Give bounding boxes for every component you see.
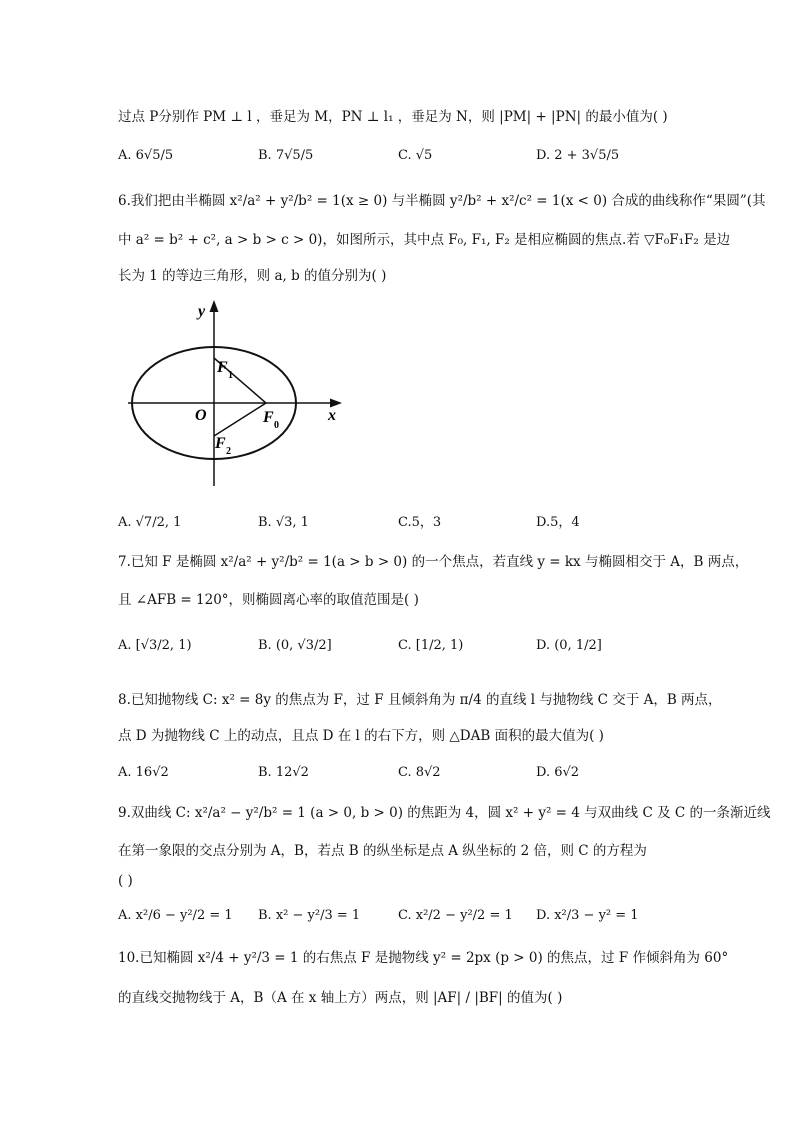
q7-option-c: C. [1/2, 1) (398, 638, 464, 653)
q5-option-c: C. √5 (398, 148, 433, 163)
q6-option-b: B. √3, 1 (258, 515, 309, 530)
q8-option-c: C. 8√2 (398, 765, 441, 780)
q9-option-a: A. x²/6 − y²/2 = 1 (118, 908, 233, 923)
q9-line-1: 9.双曲线 C: x²/a² − y²/b² = 1 (a > 0, b > 0) 的焦距为 4，圆 x² + y² = 4 与双曲线 C 及 C 的一条渐近线 (118, 805, 771, 821)
q7-option-a: A. [√3/2, 1) (118, 638, 192, 653)
q8-line-2: 点 D 为抛物线 C 上的动点，且点 D 在 l 的右下方，则 △DAB 面积的最大值为( ) (118, 728, 604, 744)
f1-label: F (217, 359, 228, 376)
q6-line-2: 中 a² = b² + c², a > b > c > 0)，如图所示，其中点 F₀, F₁, F₂ 是相应椭圆的焦点.若 ▽F₀F₁F₂ 是边 (118, 232, 731, 248)
q7-line-1: 7.已知 F 是椭圆 x²/a² + y²/b² = 1(a > b > 0) 的一个焦点，若直线 y = kx 与椭圆相交于 A，B 两点， (118, 554, 749, 570)
q8-option-b: B. 12√2 (258, 765, 309, 780)
q5-option-b: B. 7√5/5 (258, 148, 314, 163)
q6-line-3: 长为 1 的等边三角形，则 a, b 的值分别为( ) (118, 268, 387, 284)
f0-subscript: 0 (274, 420, 279, 431)
q9-line-2: 在第一象限的交点分别为 A，B，若点 B 的纵坐标是点 A 纵坐标的 2 倍，则 C 的方程为 (118, 843, 647, 859)
q6-option-d: D.5，4 (536, 515, 580, 530)
q8-line-1: 8.已知抛物线 C: x² = 8y 的焦点为 F，过 F 且倾斜角为 π/4 的直线 l 与抛物线 C 交于 A，B 两点， (118, 692, 722, 708)
f2-subscript: 2 (226, 446, 231, 457)
f0-label: F (263, 409, 274, 426)
q9-option-d: D. x²/3 − y² = 1 (536, 908, 639, 923)
q8-option-d: D. 6√2 (536, 765, 580, 780)
q6-line-1: 6.我们把由半椭圆 x²/a² + y²/b² = 1(x ≥ 0) 与半椭圆 y²/b² + x²/c² = 1(x < 0) 合成的曲线称作“果圆”(其 (118, 193, 766, 209)
q6-option-a: A. √7/2, 1 (118, 515, 182, 530)
y-axis-arrow (210, 300, 219, 312)
q5-option-a: A. 6√5/5 (118, 148, 174, 163)
f2-label: F (215, 435, 226, 452)
origin-label: O (195, 407, 207, 424)
q8-option-a: A. 16√2 (118, 765, 169, 780)
q7-option-b: B. (0, √3/2] (258, 638, 332, 653)
q10-line-2: 的直线交抛物线于 A，B（A 在 x 轴上方）两点，则 |AF| / |BF| 的值为( ) (118, 990, 563, 1006)
f1-subscript: 1 (228, 370, 233, 381)
x-axis-label: x (328, 407, 336, 424)
q5-option-d: D. 2 + 3√5/5 (536, 148, 620, 163)
q9-line-3: ( ) (118, 873, 133, 889)
q6-option-c: C.5，3 (398, 515, 442, 530)
fruit-ellipse-figure (120, 296, 360, 492)
y-axis-label: y (198, 303, 206, 320)
q7-line-2: 且 ∠AFB = 120°，则椭圆离心率的取值范围是( ) (118, 592, 419, 608)
q5-stem-tail: 过点 P分别作 PM ⊥ l ，垂足为 M，PN ⊥ l₁ ，垂足为 N，则 |PM| + |PN| 的最小值为( ) (118, 109, 668, 125)
q9-option-c: C. x²/2 − y²/2 = 1 (398, 908, 513, 923)
q7-option-d: D. (0, 1/2] (536, 638, 602, 653)
q9-option-b: B. x² − y²/3 = 1 (258, 908, 361, 923)
q10-line-1: 10.已知椭圆 x²/4 + y²/3 = 1 的右焦点 F 是抛物线 y² = 2px (p > 0) 的焦点，过 F 作倾斜角为 60° (118, 950, 729, 966)
